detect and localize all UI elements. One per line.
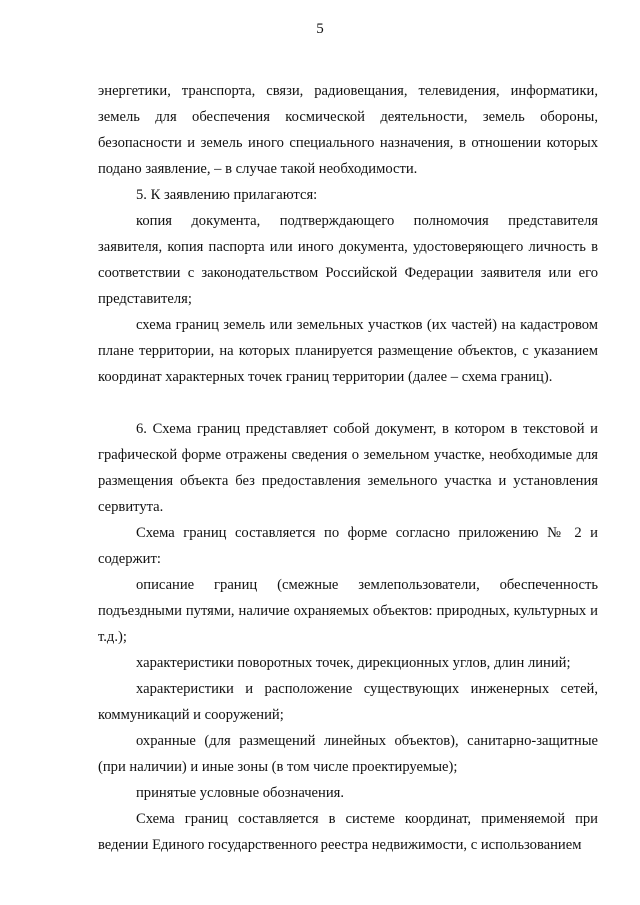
paragraph-boundary-scheme: схема границ земель или земельных участков (их частей) на кадастровом плане территории, на которых планируется размещение объектов, с указанием координат характерных точек границ территории (далее – схема границ).: [98, 317, 598, 385]
paragraph-legend: принятые условные обозначения.: [136, 785, 345, 801]
paragraph-coordinate-system: Схема границ составляется в системе координат, применяемой при ведении Единого государственного реестра недвижимости, с использованием: [98, 811, 598, 853]
paragraph-boundary-description: описание границ (смежные землепользователи, обеспеченность подъездными путями, наличие охраняемых объектов: природных, культурных и т.д.);: [98, 577, 598, 645]
paragraph-scheme-form: Схема границ составляется по форме согласно приложению № 2 и содержит:: [98, 525, 598, 567]
paragraph-protection-zones: охранные (для размещений линейных объектов), санитарно-защитные (при наличии) и иные зоны (в том числе проектируемые);: [98, 733, 598, 775]
paragraph-document-copies: копия документа, подтверждающего полномочия представителя заявителя, копия паспорта или иного документа, удостоверяющего личность в соответствии с законодательством Российской Федерации заявителя или его представителя;: [98, 213, 598, 307]
paragraph-engineering-networks: характеристики и расположение существующих инженерных сетей, коммуникаций и сооружений;: [98, 681, 598, 723]
paragraph-attachments-heading: 5. К заявлению прилагаются:: [136, 187, 318, 203]
paragraph-land-categories: энергетики, транспорта, связи, радиовещания, телевидения, информатики, земель для обеспечения космической деятельности, земель обороны, безопасности и земель иного специального назначения, в отношении которых подано заявление, – в случае такой необходимости.: [98, 83, 598, 177]
page-number: 5: [316, 21, 324, 37]
paragraph-turning-points: характеристики поворотных точек, дирекционных углов, длин линий;: [136, 655, 571, 671]
paragraph-scheme-definition: 6. Схема границ представляет собой документ, в котором в текстовой и графической форме отражены сведения о земельном участке, необходимые для размещения объекта без предоставления земельного участка и установления сервитута.: [98, 421, 598, 515]
